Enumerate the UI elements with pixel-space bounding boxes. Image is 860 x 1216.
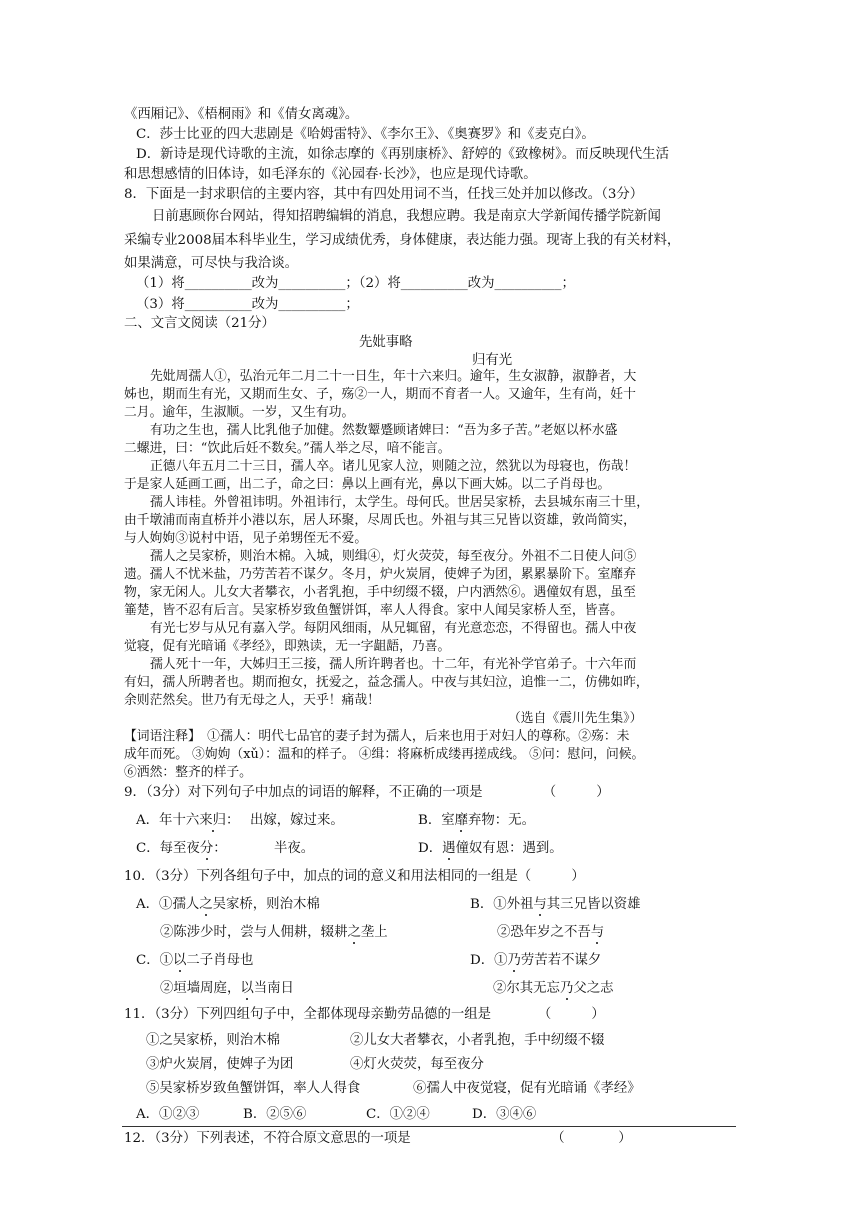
q11-item-5: ⑤吴家桥岁致鱼蟹饼饵，率人人得食	[146, 1081, 361, 1096]
q9-dotted-word: 遇	[442, 841, 456, 856]
q11-option-b: B．②⑤⑥	[243, 1107, 307, 1122]
q7-option-d-line-2: 和思想感情的旧体诗，如毛泽东的《沁园春·长沙》，也应是现代诗歌。	[124, 167, 537, 182]
q10-dotted-word: 与	[533, 897, 547, 912]
q10-option-c-2: ②垣墙周庭，以当南日	[160, 981, 294, 996]
passage-p7-line-2: 有妇，孺人所聘者也。期而抱女，抚爱之，益念孺人。中夜与其妇泣，追惟一二，仿佛如昨，	[124, 675, 649, 690]
q9-dotted-word: 来归	[199, 813, 227, 828]
q9-option-a: A．年十六来归：	[136, 813, 240, 828]
notes-line-1: 【词语注释】 ①孺人：明代七品官的妻子封为孺人，后来也用于对妇人的尊称。②殇：未	[124, 729, 630, 744]
q7-line-a-tail: 《西厢记》、《梧桐雨》和《倩女离魂》。	[124, 107, 359, 122]
q7-option-d-line-1: D．新诗是现代诗歌的主流，如徐志摩的《再别康桥》、舒婷的《致橡树》。而反映现代生活	[136, 147, 669, 162]
passage-p4-line-1: 孺人讳桂。外曾祖讳明。外祖讳行，太学生。母何氏。世居吴家桥，去县城东南三十里，	[150, 495, 650, 510]
passage-p3-line-1: 正德八年五月二十三日，孺人卒。诸儿见家人泣，则随之泣，然犹以为母寝也，伤哉！	[150, 459, 637, 474]
passage-p6-line-1: 有光七岁与从兄有嘉入学。每阴风细雨，从兄辄留，有光意恋恋，不得留也。孺人中夜	[150, 621, 637, 636]
passage-p5-line-3: 物，家无闲人。儿女大者攀衣，小者乳抱，手中纫缀不辍，户内洒然⑥。遇僮奴有恩，虽至	[124, 585, 636, 600]
q9-option-b: B．室靡弃物：无。	[418, 813, 535, 828]
q10-option-b-2: ②恐年岁之不吾与	[497, 925, 605, 940]
q10-option-d-1: D．①乃劳苦若不谋夕	[470, 953, 602, 968]
passage-p6-line-2: 觉寝，促有光暗诵《孝经》，即熟读，无一字龃龉，乃喜。	[124, 639, 451, 654]
q11-item-2: ②儿女大者攀衣，小者乳抱，手中纫缀不辍	[350, 1033, 605, 1048]
q10-option-a-2: ②陈涉少时，尝与人佣耕，辍耕之垄上	[160, 925, 388, 940]
q8-blank-line-2: （3）将__________改为__________；	[136, 297, 359, 312]
q11-item-6: ⑥孺人中夜觉寝，促有光暗诵《孝经》	[413, 1081, 641, 1096]
q9-stem: 9．（3分）对下列句子中加点的词语的解释，不正确的一项是 （ ）	[124, 785, 610, 800]
q7-option-c: C．莎士比亚的四大悲剧是《哈姆雷特》、《李尔王》、《奥赛罗》和《麦克白》。	[136, 127, 595, 142]
passage-p5-line-2: 遗。孺人不忧米盐，乃劳苦若不谋夕。冬月，炉火炭屑，使婢子为团，累累暴阶下。室靡弃	[124, 567, 636, 582]
section-heading: 二、文言文阅读（21分）	[124, 316, 275, 331]
passage-p2-line-1: 有功之生也，孺人比乳他子加健。然数颦蹙顾诸婢曰：“吾为多子苦。”老妪以杯水盛	[150, 423, 618, 438]
q10-option-c-1: C．①以二子肖母也	[136, 953, 254, 968]
q8-blank-line-1: （1）将__________改为__________；（2）将__________改为__________；	[136, 276, 575, 291]
q11-option-d: D．③④⑥	[472, 1107, 537, 1122]
q10-dotted-word: 以	[173, 953, 187, 968]
q8-letter-line-2: 采编专业2008届本科毕业生，学习成绩优秀，身体健康，表达能力强。现寄上我的有关材料，	[124, 233, 681, 248]
q11-stem: 11．（3分）下列四组句子中，全都体现母亲勤劳品德的一组是 （ ）	[124, 1007, 605, 1022]
passage-author: 归有光	[472, 353, 513, 368]
q10-dotted-word: 乃	[507, 953, 521, 968]
q10-option-b-1: B．①外祖与其三兄皆以资雄	[470, 897, 641, 912]
q10-dotted-word: 之	[347, 925, 361, 940]
passage-p5-line-4: 箠楚，皆不忍有后言。吴家桥岁致鱼蟹饼饵，率人人得食。家中人闻吴家桥人至，皆喜。	[124, 603, 624, 618]
q10-stem: 10．（3分）下列各组句子中，加点的词的意义和用法相同的一组是（ ）	[124, 869, 585, 884]
passage-p1-line-2: 姊也，期而生有光，又期而生女、子，殇②一人，期而不育者一人。又逾年，生有尚，妊十	[124, 387, 636, 402]
passage-title: 先妣事略	[359, 335, 413, 350]
passage-p4-line-2: 由千墩浦而南直桥并小港以东，居人环聚，尽周氏也。外祖与其三兄皆以资雄，敦尚简实，	[124, 513, 636, 528]
notes-line-2: 成年而死。 ③姁姁（xǔ）：温和的样子。 ④缉：将麻析成缕再搓成线。 ⑤问：慰问，问候。	[124, 747, 645, 762]
q10-dotted-word: 与	[590, 925, 605, 940]
q10-option-a-1: A．①孺人之吴家桥，则治木棉	[136, 897, 320, 912]
q9-dotted-word: 分	[199, 841, 214, 856]
q10-dotted-word: 乃	[559, 981, 574, 996]
passage-p7-line-3: 余则茫然矣。世乃有无母之人，天乎！痛哉！	[124, 693, 380, 708]
footer-divider	[122, 1126, 736, 1127]
passage-p2-line-2: 二螺进，曰：“饮此后妊不数矣。”孺人举之尽，喑不能言。	[124, 441, 451, 456]
q11-item-3: ③炉火炭屑，使婢子为团	[146, 1057, 294, 1072]
q11-item-4: ④灯火荧荧，每至夜分	[350, 1057, 484, 1072]
q10-dotted-word: 以	[240, 981, 254, 996]
q8-stem: 8．下面是一封求职信的主要内容，其中有四处用词不当，任找三处并加以修改。（3分）	[124, 187, 644, 202]
q8-letter-line-3: 如果满意，可尽快与我洽谈。	[124, 256, 299, 271]
passage-p1-line-3: 二月。逾年，生淑顺。一岁，又生有功。	[124, 405, 355, 420]
q10-dotted-word: 之	[199, 897, 213, 912]
q12-stem: 12．（3分）下列表述，不符合原文意思的一项是 （ ）	[124, 1131, 632, 1146]
q9-option-c-explanation: 半夜。	[274, 841, 315, 856]
q11-option-c: C．①②④	[366, 1107, 430, 1122]
q9-option-a-explanation: 出嫁，嫁过来。	[250, 813, 344, 828]
q11-option-a: A．①②③	[136, 1107, 200, 1122]
q9-dotted-word: 靡	[454, 813, 469, 828]
passage-p1-line-1: 先妣周孺人①，弘治元年二月二十一日生，年十六来归。逾年，生女淑静，淑静者，大	[150, 369, 637, 384]
passage-p5-line-1: 孺人之吴家桥，则治木棉。入城，则缉④，灯火荧荧，每至夜分。外祖不二日使人问⑤	[150, 549, 637, 564]
q8-letter-line-1: 日前惠顾你台网站，得知招聘编辑的消息，我想应聘。我是南京大学新闻传播学院新闻	[152, 209, 661, 224]
passage-source: （选自《震川先生集》）	[508, 711, 643, 726]
q9-option-d: D．遇僮奴有恩：遇到。	[418, 841, 563, 856]
passage-p3-line-2: 于是家人延画工画，出二子，命之曰：鼻以上画有光，鼻以下画大姊。以二子肖母也。	[124, 477, 611, 492]
q11-item-1: ①之吴家桥，则治木棉	[146, 1033, 280, 1048]
passage-p4-line-3: 与人姁姁③说村中语，见子弟甥侄无不爱。	[124, 531, 368, 546]
passage-p7-line-1: 孺人死十一年，大姊归王三接，孺人所许聘者也。十二年，有光补学官弟子。十六年而	[150, 657, 637, 672]
q10-option-d-2: ②尔其无忘乃父之志	[493, 981, 614, 996]
notes-line-3: ⑥洒然：整齐的样子。	[124, 765, 252, 780]
q9-option-c: C．每至夜分：	[136, 841, 227, 856]
